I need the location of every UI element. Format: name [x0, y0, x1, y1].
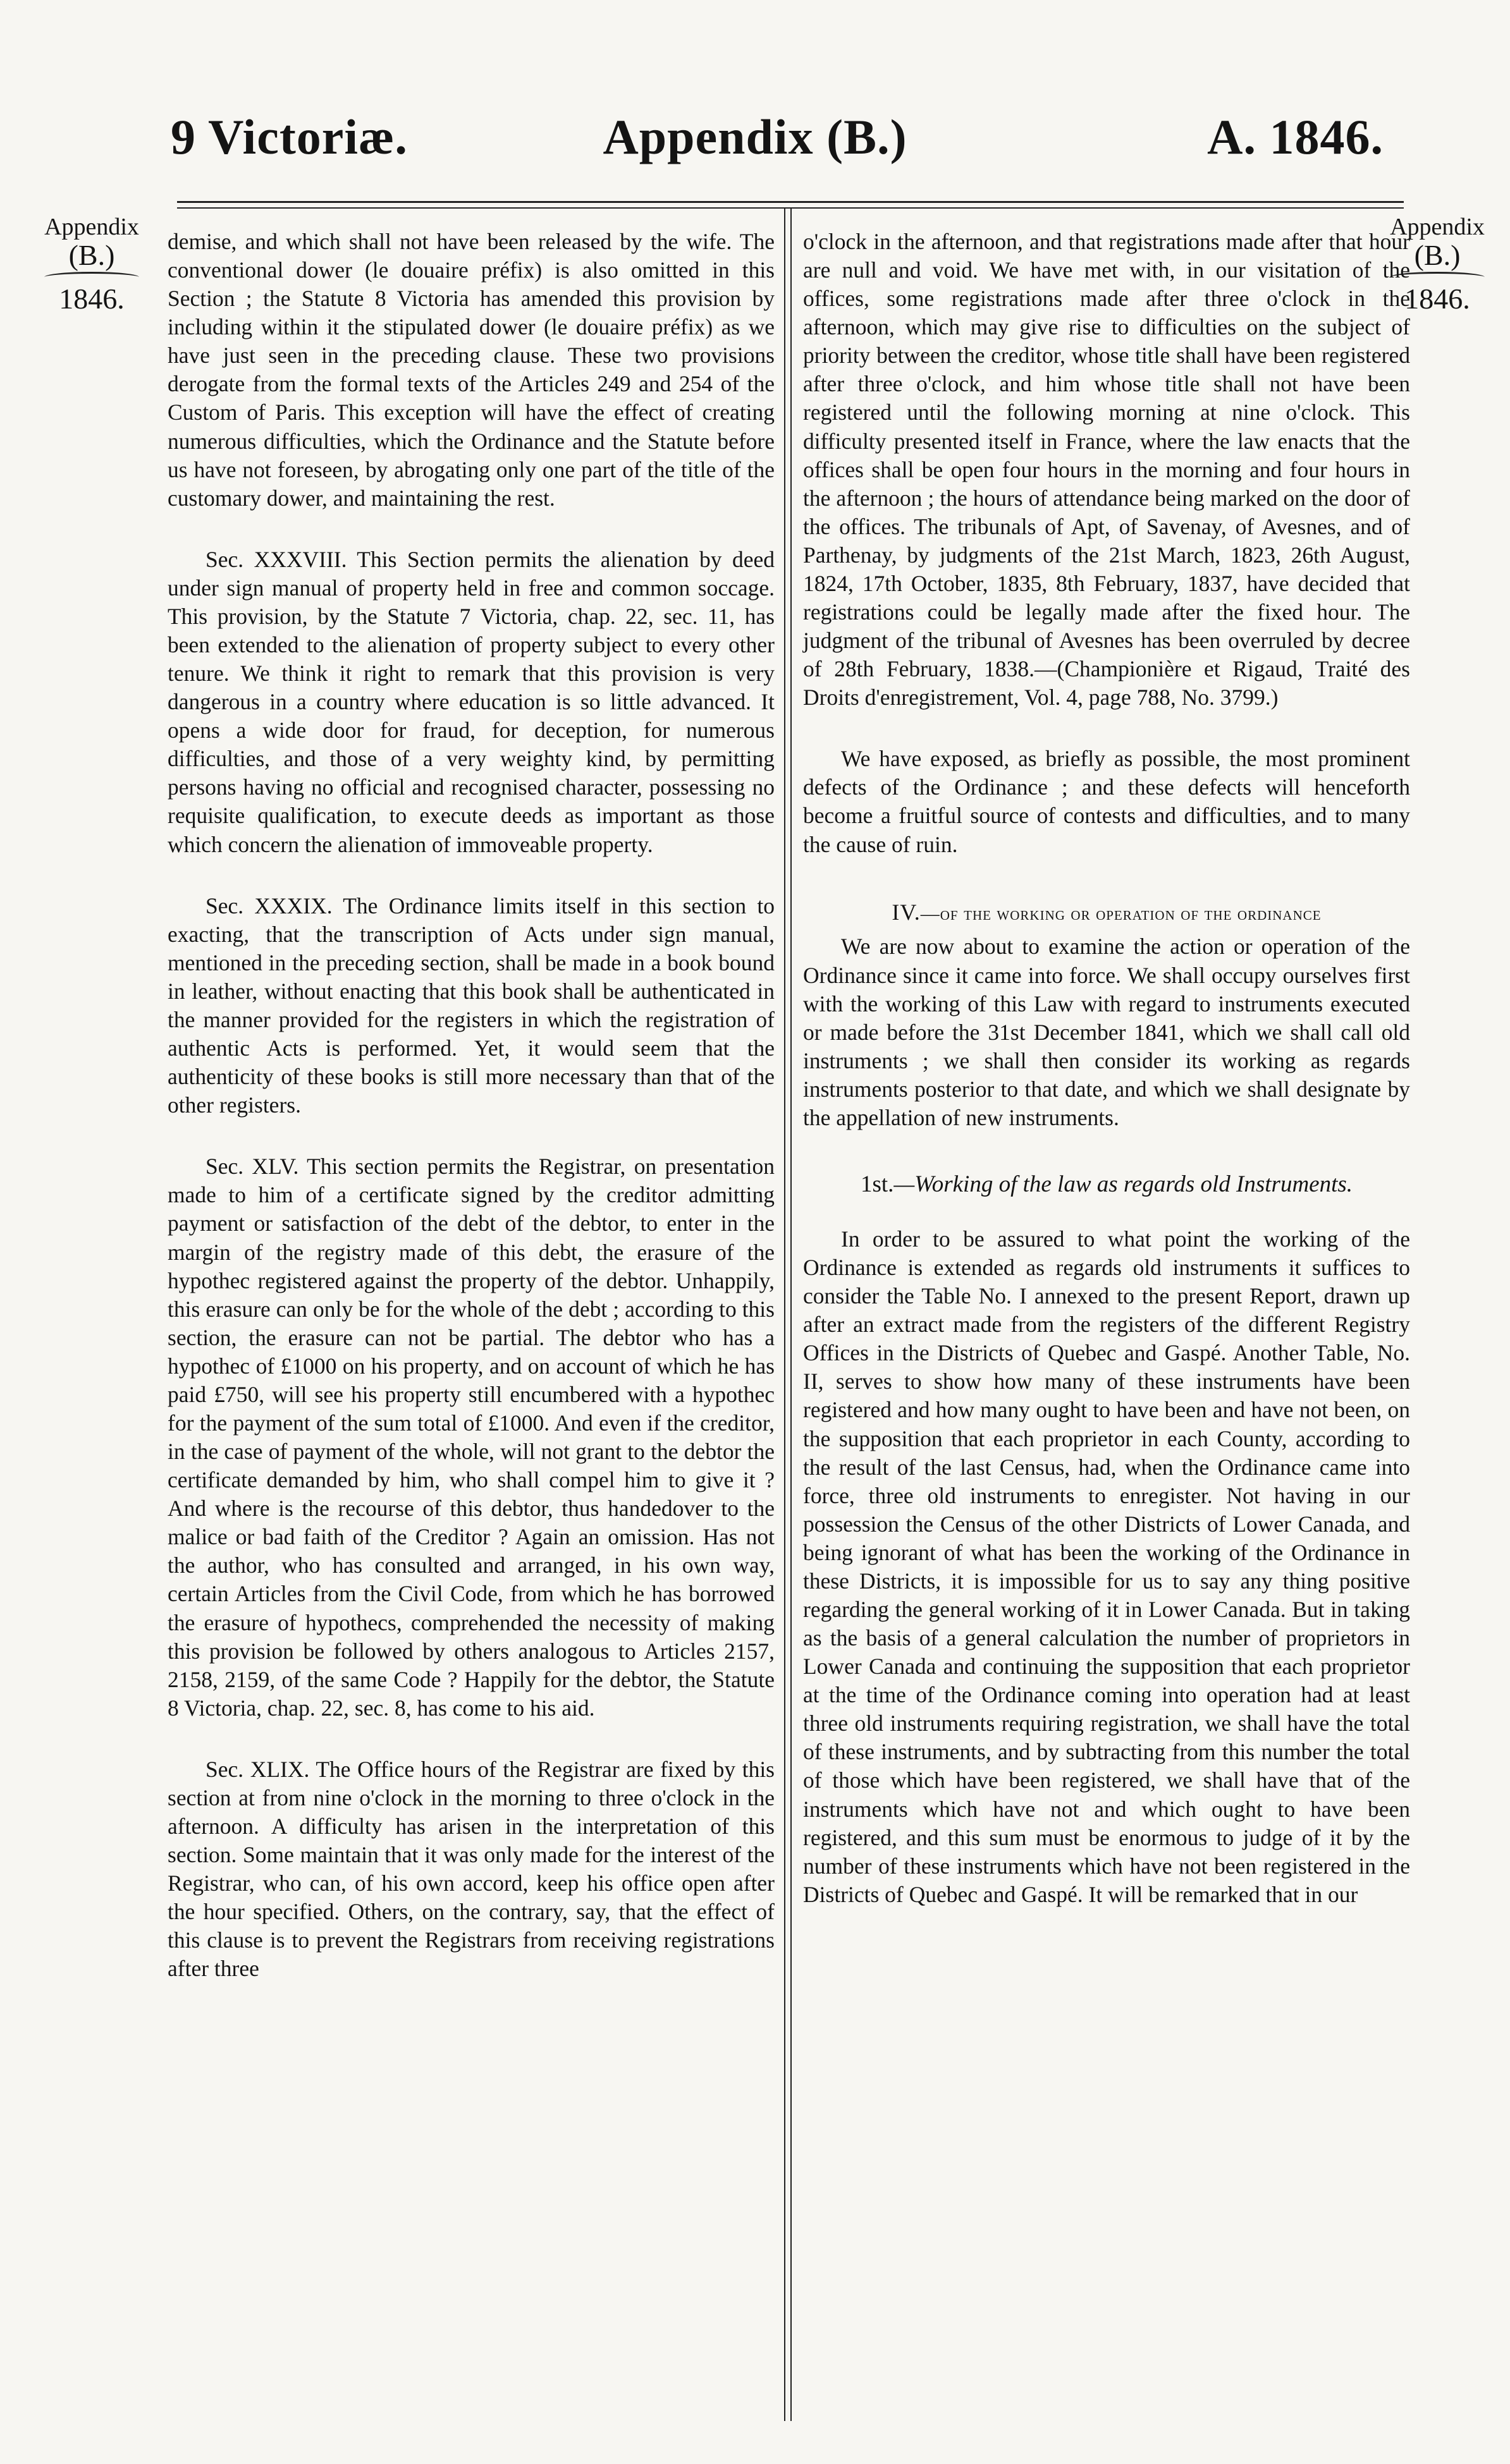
- paragraph: We are now about to examine the action or operation of the Ordinance since it came into force. We shall occupy ourselves first with the working of this Law with regard to instruments executed or made before the 31st December 1841, which we shall call old instruments ; we shall then consider its working as regards instruments posterior to that date, and which we shall designate by the appellation of new instruments.: [803, 934, 1410, 1130]
- margin-note-letter: (B.): [68, 238, 115, 271]
- paragraph: o'clock in the afternoon, and that registrations made after that hour are null and void. We have met with, in our visitation of the offices, some registrations made after three o'clock in the afternoon, which may give rise to difficulties on the subject of priority between the creditor, whose title shall have been registered after three o'clock, and him whose title shall not have been registered until the following morning at nine o'clock. This difficulty presented itself in France, where the law enacts that the offices shall be open four hours in the morning and four hours in the afternoon ; the hours of attendance being marked on the door of the offices. The tribunals of Apt, of Savenay, of Avesnes, and of Parthenay, by judgments of the 21st March, 1823, 26th August, 1824, 17th October, 1835, 8th February, 1837, have decided that registrations could be legally made after the fixed hour. The judgment of the tribunal of Avesnes has been overruled by decree of 28th February, 1838.—(Championière et Rigaud, Traité des Droits d'enregistrement, Vol. 4, page 788, No. 3799.): [803, 229, 1410, 711]
- sub-heading: [803, 1170, 1410, 1200]
- margin-note-brace: [44, 272, 139, 283]
- sub-heading-lead: 1st.: [860, 1171, 894, 1197]
- margin-note-word: Appendix: [44, 214, 139, 240]
- paragraph: Sec. XXXIX. The Ordinance limits itself in this section to exacting, that the transcription of Acts under sign manual, mentioned in the preceding section, shall be made in a book bound in leather, without enacting that this book shall be authenticated in the manner provided for the registers in which the registration of authentic Acts is performed. Yet, it would seem that the authenticity of these books is still more necessary than that of the other registers.: [168, 893, 775, 1118]
- margin-note-word: Appendix: [1390, 214, 1485, 240]
- left-column: [168, 228, 775, 1983]
- header-right: A. 1846.: [1207, 109, 1384, 164]
- header-left: 9 Victoriæ.: [171, 109, 408, 164]
- section-heading-number: IV.: [892, 899, 921, 925]
- column-divider: [784, 209, 785, 2421]
- column-divider: [790, 209, 792, 2421]
- paragraph: Sec. XXXVIII. This Section permits the alienation by deed under sign manual of property held in free and common soccage. This provision, by the Statute 7 Victoria, chap. 22, sec. 11, has been extended to the alienation of property subject to every other tenure. We think it right to remark that this provision is very dangerous in a country where education is so little advanced. It opens a wide door for fraud, for deception, for numerous difficulties, and those of a very weighty kind, by permitting persons having no official and recognised character, possessing no requisite qualification, to execute deeds as important as those which concern the alienation of immoveable property.: [168, 546, 775, 857]
- margin-note-year: 1846.: [1404, 283, 1470, 315]
- section-heading: [803, 892, 1410, 933]
- margin-note-letter: (B.): [1414, 238, 1461, 271]
- paragraph: demise, and which shall not have been released by the wife. The conventional dower (le douaire préfix) is also omitted in this Section ; the Statute 8 Victoria has amended this provision by including within it the stipulated dower (le douaire préfix) as we have just seen in the preceding clause. These two provisions derogate from the formal texts of the Articles 249 and 254 of the Custom of Paris. This exception will have the effect of creating numerous difficulties, which the Ordinance and the Statute before us have not foreseen, by abrogating only one part of the title of the customary dower, and maintaining the rest.: [168, 229, 775, 511]
- right-column: [803, 228, 1410, 1909]
- paragraph: We have exposed, as briefly as possible, the most prominent defects of the Ordinance ; and these defects will henceforth become a fruitful source of contests and difficulties, and to many the cause of ruin.: [803, 746, 1410, 857]
- paragraph: In order to be assured to what point the working of the Ordinance is extended as regards old instruments it suffices to consider the Table No. I annexed to the present Report, drawn up after an extract made from the registers of the different Registry Offices in the Districts of Quebec and Gaspé. Another Table, No. II, serves to show how many of these instruments have been registered and how many ought to have been and have not been, on the supposition that each proprietor in each County, according to the result of the last Census, had, when the Ordinance came into force, three old instruments to enregister. Not having in our possession the Census of the other Districts of Lower Canada, and being ignorant of what has been the working of the Ordinance in these Districts, it is impossible for us to say any thing positive regarding the general working of it in Lower Canada. But in taking as the basis of a general calculation the number of proprietors in Lower Canada and continuing the supposition that each proprietor at the time of the Ordinance coming into operation had at least three old instruments requiring registration, we shall have the total of these instruments, and by subtracting from this number the total of those which have been registered, we shall have that of the instruments which have not and which ought to have been registered, and this sum must be enormous to judge of it by the number of these instruments which have not been registered in the Districts of Quebec and Gaspé. It will be remarked that in our: [803, 1226, 1410, 1907]
- margin-note-left: [38, 215, 145, 314]
- paragraph: Sec. XLV. This section permits the Registrar, on presentation made to him of a certificate signed by the creditor admitting payment or satisfaction of the debt of the debtor, to enter in the margin of the registry made of this debt, the erasure of the hypothec registered against the property of the debtor. Unhappily, this erasure can only be for the whole of the debt ; according to this section, the erasure can not be partial. The debtor who has a hypothec of £1000 on his property, and on account of which he has paid £750, will see his property still encumbered with a hypothec for the payment of the sum total of £1000. And even if the creditor, in the case of payment of the whole, will not grant to the debtor the certificate demanded by him, who shall compel him to give it ? And where is the recourse of this debtor, thus handedover to the malice or bad faith of the Creditor ? Again an omission. Has not the author, who has consulted and arranged, in his own way, certain Articles from the Civil Code, from which he has borrowed the erasure of hypothecs, comprehended the necessity of making this provision be followed by others analogous to Articles 2157, 2158, 2159, of the same Code ? Happily for the debtor, the Statute 8 Victoria, chap. 22, sec. 8, has come to his aid.: [168, 1154, 775, 1721]
- header-rule-top: [177, 201, 1404, 203]
- margin-note-year: 1846.: [59, 283, 125, 315]
- header-center: Appendix (B.): [603, 109, 907, 164]
- paragraph: Sec. XLIX. The Office hours of the Registrar are fixed by this section at from nine o'clock in the morning to three o'clock in the afternoon. A difficulty has arisen in the interpretation of this section. Some maintain that it was only made for the interest of the Registrar, who can, of his own accord, keep his office open after the hour specified. Others, on the contrary, say, that the effect of this clause is to prevent the Registrars from receiving registrations after three: [168, 1756, 775, 1982]
- sub-heading-text: —Working of the law as regards old Instruments.: [893, 1171, 1353, 1197]
- section-heading-text: —of the working or operation of the ordinance: [920, 903, 1322, 924]
